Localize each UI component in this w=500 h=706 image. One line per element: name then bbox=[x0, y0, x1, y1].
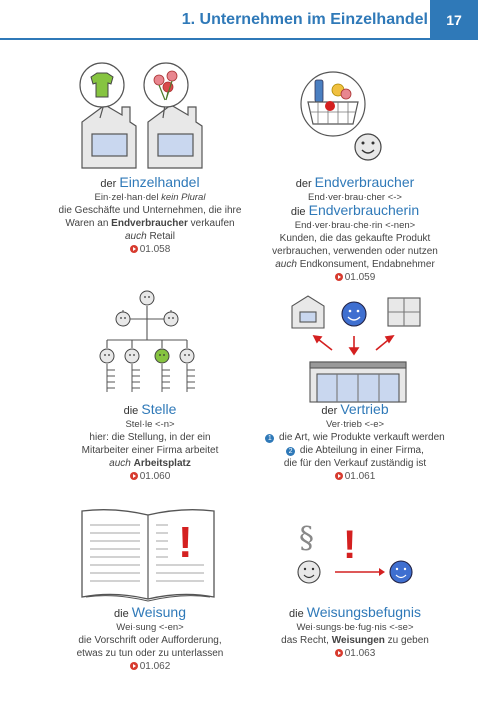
grammar-note: kein Plural bbox=[161, 192, 206, 203]
definition: hier: die Stellung, in der ein bbox=[89, 432, 211, 443]
definition-line: die für den Verkauf zuständig ist bbox=[283, 458, 427, 469]
entry-vertrieb bbox=[250, 403, 460, 483]
sense-number: 1 bbox=[265, 434, 274, 443]
also-label: auch bbox=[275, 259, 297, 270]
headword: Einzelhandel bbox=[119, 174, 200, 190]
article: die bbox=[123, 405, 139, 417]
syllabification: Wei·sung <-en> bbox=[116, 622, 184, 633]
entry-einzelhandel bbox=[40, 176, 260, 256]
consumer-basket-illustration bbox=[298, 72, 398, 172]
page-number: 17 bbox=[430, 0, 478, 40]
definition-line: verbrauchen, verwenden oder nutzen bbox=[272, 246, 438, 257]
definition-line: etwas zu tun oder zu unterlassen bbox=[76, 648, 224, 659]
article: die bbox=[114, 608, 129, 620]
play-icon[interactable] bbox=[130, 662, 138, 670]
article: der bbox=[295, 178, 312, 190]
house-icon bbox=[292, 296, 324, 328]
syllabification: Wei·sungs·be·fug·nis <-se> bbox=[296, 622, 414, 633]
audio-reference[interactable]: 01.058 bbox=[40, 243, 260, 256]
paragraph-icon: § bbox=[299, 521, 314, 556]
synonym: Arbeitsplatz bbox=[133, 458, 191, 469]
smiley-icon bbox=[390, 561, 412, 583]
definition-line: Waren an Endverbraucher verkaufen bbox=[65, 218, 235, 229]
header-rule bbox=[0, 38, 438, 40]
package-icon bbox=[388, 298, 420, 326]
headword: Vertrieb bbox=[340, 401, 389, 417]
synonym: Retail bbox=[149, 231, 176, 242]
entry-weisungsbefugnis bbox=[250, 606, 460, 660]
syllabification: End·ver·brau·che·rin <-nen> bbox=[294, 220, 416, 231]
shop-icon bbox=[148, 105, 202, 168]
syllabification: Stel·le <-n> bbox=[125, 419, 175, 430]
also-label: auch bbox=[109, 458, 131, 469]
audio-reference[interactable]: 01.062 bbox=[40, 660, 260, 673]
play-icon[interactable] bbox=[335, 649, 343, 657]
shop-icon bbox=[82, 105, 136, 168]
headword: Weisungsbefugnis bbox=[306, 604, 421, 620]
definition: die Vorschrift oder Aufforderung, bbox=[78, 635, 222, 646]
article: der bbox=[100, 178, 117, 190]
tshirt-bubble-icon bbox=[80, 63, 124, 118]
also-label: auch bbox=[124, 231, 147, 242]
headword: Endverbraucherin bbox=[308, 202, 420, 218]
definition: die Geschäfte und Unternehmen, die ihre bbox=[58, 205, 242, 216]
entry-stelle bbox=[40, 403, 260, 483]
smiley-icon bbox=[355, 134, 381, 160]
syllabification: Ver·trieb <-e> bbox=[325, 419, 385, 430]
play-icon[interactable] bbox=[130, 245, 138, 253]
entry-endverbraucher bbox=[250, 176, 460, 284]
entry-weisung bbox=[40, 606, 260, 673]
play-icon[interactable] bbox=[130, 472, 138, 480]
definition: Kunden, die das gekaufte Produkt bbox=[279, 233, 431, 244]
authority-illustration bbox=[295, 518, 420, 588]
smiley-icon bbox=[298, 561, 320, 583]
definition: das Recht, Weisungen zu geben bbox=[281, 635, 429, 646]
exclamation-icon: ! bbox=[178, 518, 193, 567]
play-icon[interactable] bbox=[335, 273, 343, 281]
open-book-illustration bbox=[78, 505, 218, 605]
article: die bbox=[290, 206, 306, 218]
headword: Weisung bbox=[131, 604, 186, 620]
synonym: Endkonsument, Endabnehmer bbox=[299, 259, 435, 270]
play-icon[interactable] bbox=[335, 472, 343, 480]
audio-reference[interactable]: 01.061 bbox=[250, 470, 460, 483]
headword: Stelle bbox=[141, 401, 177, 417]
syllabification: Ein·zel·han·del bbox=[94, 192, 159, 203]
retail-shops-illustration bbox=[60, 60, 230, 175]
distribution-illustration bbox=[290, 292, 425, 404]
exclamation-icon: ! bbox=[343, 523, 357, 567]
article: der bbox=[321, 405, 338, 417]
definition-line: Mitarbeiter einer Firma arbeitet bbox=[81, 445, 219, 456]
syllabification: End·ver·brau·cher <-> bbox=[308, 192, 402, 203]
article: die bbox=[289, 608, 304, 620]
page-header bbox=[0, 0, 500, 40]
org-chart-illustration bbox=[95, 288, 205, 396]
definition: die Art, wie Produkte verkauft werden bbox=[276, 432, 445, 443]
smiley-icon bbox=[342, 302, 366, 326]
headword: Endverbraucher bbox=[314, 174, 415, 190]
warehouse-icon bbox=[310, 362, 406, 402]
arrow-icon bbox=[314, 336, 393, 354]
definition: die Abteilung in einer Firma, bbox=[297, 445, 424, 456]
arrow-icon bbox=[335, 568, 385, 576]
audio-reference[interactable]: 01.059 bbox=[250, 271, 460, 284]
audio-reference[interactable]: 01.063 bbox=[250, 647, 460, 660]
audio-reference[interactable]: 01.060 bbox=[40, 470, 260, 483]
chapter-title: 1. Unternehmen im Einzelhandel bbox=[181, 11, 428, 28]
sense-number: 2 bbox=[286, 447, 295, 456]
